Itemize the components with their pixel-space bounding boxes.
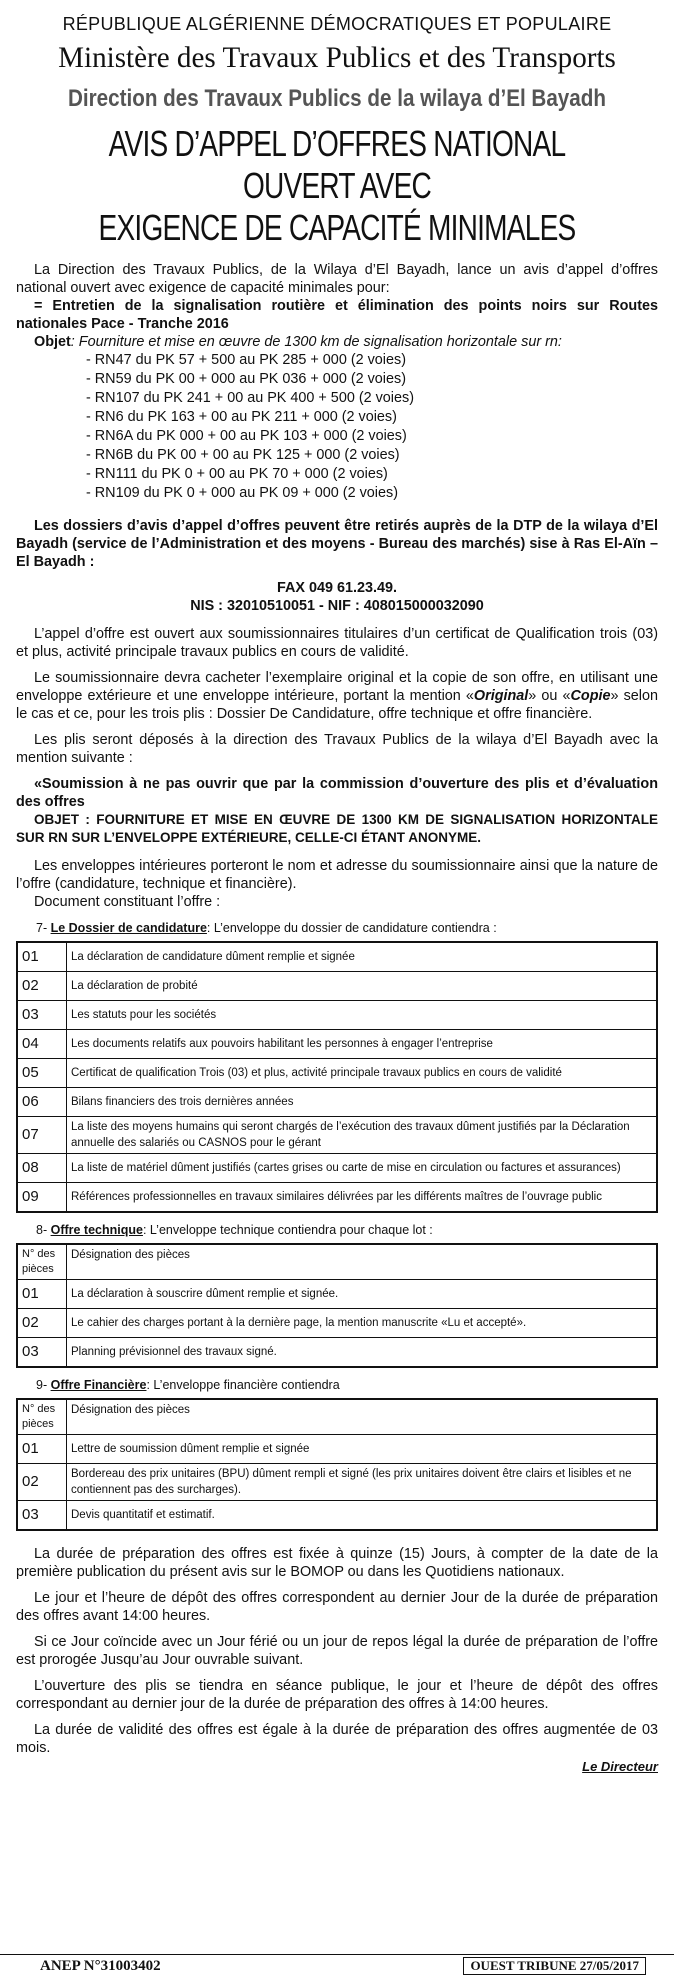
title-line-2: EXIGENCE DE CAPACITÉ MINIMALES	[98, 207, 576, 248]
objet-label: Objet	[34, 334, 71, 350]
row-number: 01	[17, 942, 67, 972]
paragraph-inner-envelopes: Les enveloppes intérieures porteront le nom et adresse du soumissionnaire ainsi que la nature de l’offre (candidature, technique et financière).	[16, 858, 658, 892]
table-row	[17, 1117, 657, 1154]
route-item: - RN107 du PK 241 + 00 au PK 400 + 500 (2 voies)	[86, 390, 414, 406]
row-number: 03	[17, 1338, 67, 1368]
route-item: - RN47 du PK 57 + 500 au PK 285 + 000 (2 voies)	[86, 352, 406, 368]
paragraph-opening: L’ouverture des plis se tiendra en séance publique, le jour et l’heure de dépôt des offres correspondant au dernier jour de la durée de préparation des offres à 14:00 heures.	[16, 1678, 658, 1712]
candidature-table	[16, 941, 658, 1213]
section-7-heading	[36, 921, 658, 935]
row-number: 07	[17, 1117, 67, 1154]
anep-number: ANEP N°31003402	[40, 1958, 161, 1974]
section-9-heading	[36, 1378, 658, 1392]
ministry-heading: Ministère des Travaux Publics et des Transports	[58, 41, 616, 74]
row-number: 04	[17, 1030, 67, 1059]
footer	[0, 1954, 674, 1979]
table-row	[17, 1183, 657, 1213]
title-line-1: AVIS D’APPEL D’OFFRES NATIONAL OUVERT AVEC	[108, 123, 566, 206]
row-designation: Références professionnelles en travaux similaires délivrées par les différents maîtres de l’ouvrage public	[67, 1183, 658, 1213]
paragraph-validity: La durée de validité des offres est égale à la durée de préparation des offres augmentée de 03 mois.	[16, 1722, 658, 1756]
table-header-row	[17, 1244, 657, 1280]
table-row	[17, 1030, 657, 1059]
paragraph-qualification: L’appel d’offre est ouvert aux soumissionnaires titulaires d’un certificat de Qualification trois (03) et plus, activité principale travaux publics en cours de validité.	[16, 626, 658, 660]
sec7-num: 7-	[36, 921, 51, 935]
table-row	[17, 1338, 657, 1368]
section-8-heading	[36, 1223, 658, 1237]
intro-paragraph: La Direction des Travaux Publics, de la Wilaya d’El Bayadh, lance un avis d’appel d’offres national ouvert avec exigence de capacité minimales pour:	[16, 262, 658, 296]
mention-soumission: «Soumission à ne pas ouvrir que par la commission d’ouverture des plis et d’évaluation des offres	[16, 776, 658, 810]
paragraph-envelopes	[16, 669, 658, 723]
fax-line: FAX 049 61.23.49.	[276, 580, 397, 596]
route-item: - RN6 du PK 163 + 00 au PK 211 + 000 (2 voies)	[86, 409, 397, 425]
mention-objet: OBJET : FOURNITURE ET MISE EN ŒUVRE DE 1300 KM DE SIGNALISATION HORIZONTALE SUR RN SUR L’ENVELOPPE EXTÉRIEURE, CELLE-CI ÉTANT ANONYME.	[16, 812, 658, 845]
row-designation: Devis quantitatif et estimatif.	[67, 1501, 658, 1531]
header-cell-num: N° des pièces	[17, 1399, 67, 1435]
project-title: = Entretien de la signalisation routière et élimination des points noirs sur Routes nationales Pace - Tranche 2016	[16, 298, 658, 332]
route-item: - RN111 du PK 0 + 00 au PK 70 + 000 (2 voies)	[86, 466, 388, 482]
row-designation: La liste des moyens humains qui seront chargés de l’exécution des travaux dûment justifiés par la Déclaration annuelle des salariés ou CASNOS pour le gérant	[67, 1117, 658, 1154]
row-number: 01	[17, 1280, 67, 1309]
row-designation: Certificat de qualification Trois (03) et plus, activité principale travaux publics en cours de validité	[67, 1059, 658, 1088]
row-designation: Bilans financiers des trois dernières années	[67, 1088, 658, 1117]
document-label: Document constituant l’offre :	[34, 894, 221, 910]
row-number: 08	[17, 1154, 67, 1183]
dossiers-paragraph: Les dossiers d’avis d’appel d’offres peuvent être retirés auprès de la DTP de la wilaya d’El Bayadh (service de l’Administration et des moyens - Bureau des marchés) sise à Ras El-Aïn – El Bayadh :	[16, 518, 658, 570]
row-designation: Lettre de soumission dûment remplie et signée	[67, 1435, 658, 1464]
journal-box: OUEST TRIBUNE 27/05/2017	[463, 1957, 646, 1975]
table-header-row	[17, 1399, 657, 1435]
direction-heading: Direction des Travaux Publics de la wilaya d’El Bayadh	[67, 85, 606, 112]
table-row	[17, 1501, 657, 1531]
routes-list	[16, 351, 658, 503]
route-item: - RN6B du PK 00 + 00 au PK 125 + 000 (2 voies)	[86, 447, 400, 463]
header-cell-num: N° des pièces	[17, 1244, 67, 1280]
sec9-label: Offre Financière	[50, 1378, 147, 1392]
objet-line	[34, 333, 658, 351]
notice-title	[87, 123, 588, 249]
row-designation: La liste de matériel dûment justifiés (cartes grises ou carte de mise en circulation ou factures et assurances)	[67, 1154, 658, 1183]
table-row	[17, 942, 657, 972]
table-row	[17, 1001, 657, 1030]
paragraph-deposit: Les plis seront déposés à la direction des Travaux Publics de la wilaya d’El Bayadh avec la mention suivante :	[16, 732, 658, 766]
sec9-rest: : L’enveloppe financière contiendra	[146, 1378, 340, 1392]
row-designation: Les documents relatifs aux pouvoirs habilitant les personnes à engager l’entreprise	[67, 1030, 658, 1059]
row-number: 02	[17, 1309, 67, 1338]
table-row	[17, 972, 657, 1001]
paragraph-duration: La durée de préparation des offres est fixée à quinze (15) Jours, à compter de la date de la première publication du présent avis sur le BOMOP ou dans les Quotidiens nationaux.	[16, 1546, 658, 1580]
paragraph-holiday: Si ce Jour coïncide avec un Jour férié ou un jour de repos légal la durée de préparation de l’offre est prorogée Jusqu’au Jour ouvrable suivant.	[16, 1634, 658, 1668]
paragraph-deposit-time: Le jour et l’heure de dépôt des offres correspondent au dernier Jour de la durée de préparation des offres avant 14:00 heures.	[16, 1590, 658, 1624]
row-designation: Planning prévisionnel des travaux signé.	[67, 1338, 658, 1368]
row-number: 01	[17, 1435, 67, 1464]
table-row	[17, 1435, 657, 1464]
row-designation: La déclaration de probité	[67, 972, 658, 1001]
sec9-num: 9-	[36, 1378, 51, 1392]
row-designation: Les statuts pour les sociétés	[67, 1001, 658, 1030]
technique-table	[16, 1243, 658, 1368]
mention-original: Original	[473, 688, 529, 704]
row-number: 02	[17, 1464, 67, 1501]
table-row	[17, 1309, 657, 1338]
row-designation: La déclaration à souscrire dûment remplie et signée.	[67, 1280, 658, 1309]
para2-part-c: » selon le cas et ce, pour les trois plis : Dossier De Candidature, offre technique et offre financière.	[16, 688, 659, 722]
route-item: - RN59 du PK 00 + 000 au PK 036 + 000 (2 voies)	[86, 371, 406, 387]
sec8-num: 8-	[36, 1223, 51, 1237]
header-cell-designation: Désignation des pièces	[67, 1244, 658, 1280]
objet-text: : Fourniture et mise en œuvre de 1300 km de signalisation horizontale sur rn:	[70, 334, 562, 350]
table-row	[17, 1464, 657, 1501]
table-row	[17, 1280, 657, 1309]
row-number: 03	[17, 1501, 67, 1531]
row-number: 09	[17, 1183, 67, 1213]
table-row	[17, 1154, 657, 1183]
sec7-rest: : L’enveloppe du dossier de candidature contiendra :	[206, 921, 497, 935]
row-designation: La déclaration de candidature dûment remplie et signée	[67, 942, 658, 972]
row-number: 03	[17, 1001, 67, 1030]
sec8-rest: : L’enveloppe technique contiendra pour chaque lot :	[142, 1223, 433, 1237]
route-item: - RN109 du PK 0 + 000 au PK 09 + 000 (2 voies)	[86, 485, 398, 501]
notice	[16, 0, 658, 1774]
row-designation: Le cahier des charges portant à la dernière page, la mention manuscrite «Lu et accepté».	[67, 1309, 658, 1338]
row-number: 05	[17, 1059, 67, 1088]
header-cell-designation: Désignation des pièces	[67, 1399, 658, 1435]
table-row	[17, 1088, 657, 1117]
para2-part-b: » ou «	[528, 688, 571, 704]
row-number: 06	[17, 1088, 67, 1117]
route-item: - RN6A du PK 000 + 00 au PK 103 + 000 (2 voies)	[86, 428, 407, 444]
sec8-label: Offre technique	[50, 1223, 143, 1237]
sec7-label: Le Dossier de candidature	[50, 921, 207, 935]
financiere-table	[16, 1398, 658, 1531]
signature: Le Directeur	[582, 1759, 658, 1774]
table-row	[17, 1059, 657, 1088]
row-number: 02	[17, 972, 67, 1001]
republic-heading: RÉPUBLIQUE ALGÉRIENNE DÉMOCRATIQUES ET POPULAIRE	[62, 14, 612, 34]
mention-copie: Copie	[570, 688, 611, 704]
para2-part-a: Le soumissionnaire devra cacheter l’exemplaire original et la copie de son offre, en utilisant une enveloppe extérieure et une enveloppe intérieure, portant la mention «	[16, 670, 658, 704]
row-designation: Bordereau des prix unitaires (BPU) dûment rempli et signé (les prix unitaires doivent être clairs et lisibles et ne contiennent pas des surcharges).	[67, 1464, 658, 1501]
nis-nif-line: NIS : 32010510051 - NIF : 408015000032090	[190, 598, 484, 614]
